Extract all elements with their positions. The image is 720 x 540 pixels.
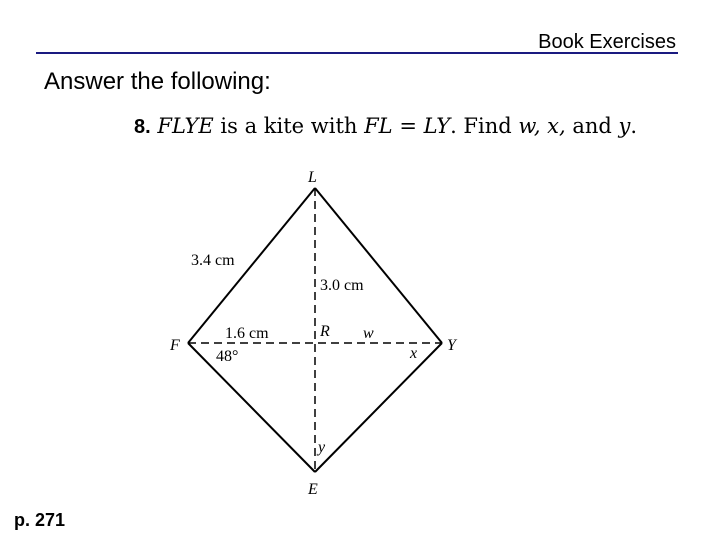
exercise-part: FLYE	[157, 114, 214, 138]
vertex-label-l: L	[308, 169, 317, 186]
length-label-fr: 1.6 cm	[225, 325, 269, 342]
variable-label-x: x	[410, 345, 418, 362]
exercise-part: LY	[423, 114, 451, 138]
vertex-label-e: E	[308, 481, 318, 498]
variable-label-y: y	[318, 439, 326, 456]
exercise-part: =	[392, 114, 424, 138]
side-ef	[188, 343, 315, 472]
prompt-text: Answer the following:	[44, 68, 271, 95]
exercise-part: . Find	[450, 114, 519, 138]
side-ye	[315, 343, 442, 472]
vertex-label-r: R	[320, 323, 330, 340]
exercise-part: w, x,	[518, 114, 566, 138]
length-label-fl: 3.4 cm	[191, 252, 235, 269]
exercise-number: 8.	[134, 116, 151, 138]
side-ly	[315, 188, 442, 343]
header-title: Book Exercises	[538, 31, 676, 53]
exercise-part: y	[618, 114, 631, 138]
vertex-label-f: F	[170, 337, 180, 354]
variable-label-w: w	[363, 325, 374, 342]
angle-label: 48°	[216, 348, 239, 365]
exercise-part: and	[565, 114, 619, 138]
exercise-part: FL	[364, 114, 393, 138]
exercise-part: .	[630, 114, 638, 138]
length-label-lr: 3.0 cm	[320, 277, 364, 294]
exercise-part: is a kite with	[213, 114, 365, 138]
vertex-label-y: Y	[447, 337, 456, 354]
page-reference: p. 271	[14, 510, 66, 530]
